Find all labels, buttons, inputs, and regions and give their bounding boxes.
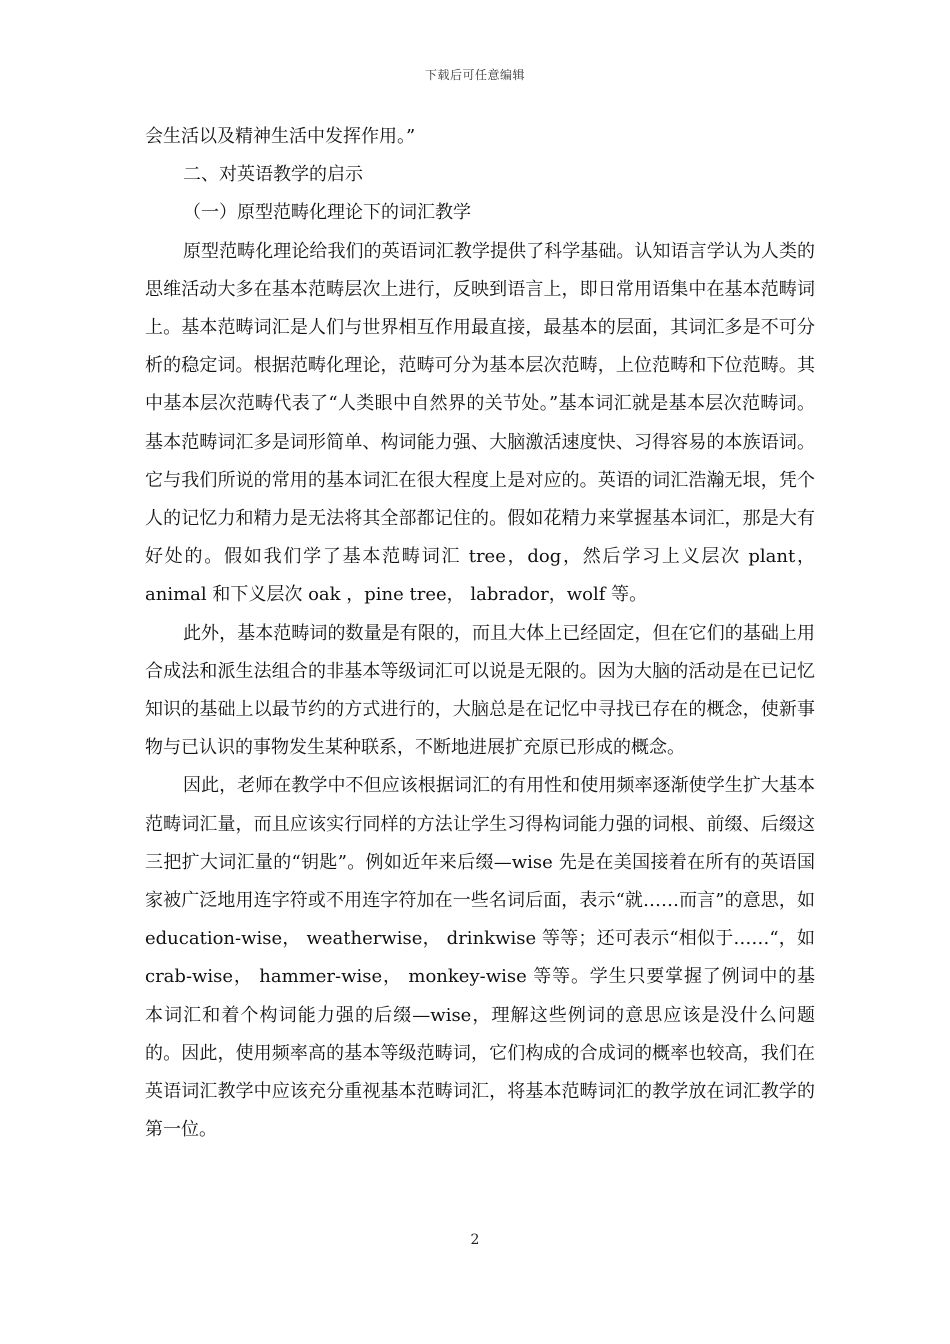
paragraph: 因此，老师在教学中不但应该根据词汇的有用性和使用频率逐渐使学生扩大基本范畴词汇量，而且应该实行同样的方法让学生习得构词能力强的词根、前缀、后缀这三把扩大词汇量的“钥匙”。例如近年来后缀—wise 先是在美国接着在所有的英语国家被广泛地用连字符或不用连字符加在一些名词后面，表示“就……而言”的意思，如 education-wise， weatherwise， drinkwise 等等；还可表示“相似于……“，如 crab-wise， hammer-wise， monkey-wise 等等。学生只要掌握了例词中的基本词汇和着个构词能力强的后缀—wise，理解这些例词的意思应该是没什么问题的。因此，使用频率高的基本等级范畴词，它们构成的合成词的概率也较高，我们在英语词汇教学中应该充分重视基本范畴词汇，将基本范畴词汇的教学放在词汇教学的第一位。 [145, 775, 815, 1141]
subsection-heading: （一）原型范畴化理论下的词汇教学 [183, 202, 471, 224]
page-number: 2 [470, 1232, 480, 1248]
document-body [145, 118, 815, 1149]
paragraph: 原型范畴化理论给我们的英语词汇教学提供了科学基础。认知语言学认为人类的思维活动大多在基本范畴层次上进行，反映到语言上，即日常用语集中在基本范畴词上。基本范畴词汇是人们与世界相互作用最直接，最基本的层面，其词汇多是不可分析的稳定词。根据范畴化理论，范畴可分为基本层次范畴，上位范畴和下位范畴。其中基本层次范畴代表了“人类眼中自然界的关节处。”基本词汇就是基本层次范畴词。基本范畴词汇多是词形简单、构词能力强、大脑激活速度快、习得容易的本族语词。它与我们所说的常用的基本词汇在很大程度上是对应的。英语的词汇浩瀚无垠，凭个人的记忆力和精力是无法将其全部都记住的。假如花精力来掌握基本词汇，那是大有好处的。假如我们学了基本范畴词汇 tree，dog，然后学习上义层次 plant，animal 和下义层次 oak ，pine tree， labrador，wolf 等。 [145, 240, 815, 606]
paragraph-continuation: 会生活以及精神生活中发挥作用。” [145, 126, 416, 147]
paragraph: 此外，基本范畴词的数量是有限的，而且大体上已经固定，但在它们的基础上用合成法和派生法组合的非基本等级词汇可以说是无限的。因为大脑的活动是在已记忆知识的基础上以最节约的方式进行的，大脑总是在记忆中寻找已存在的概念，使新事物与已认识的事物发生某种联系，不断地进展扩充原已形成的概念。 [145, 622, 815, 759]
section-heading: 二、对英语教学的启示 [183, 164, 363, 186]
page-header: 下载后可任意编辑 [424, 68, 525, 82]
